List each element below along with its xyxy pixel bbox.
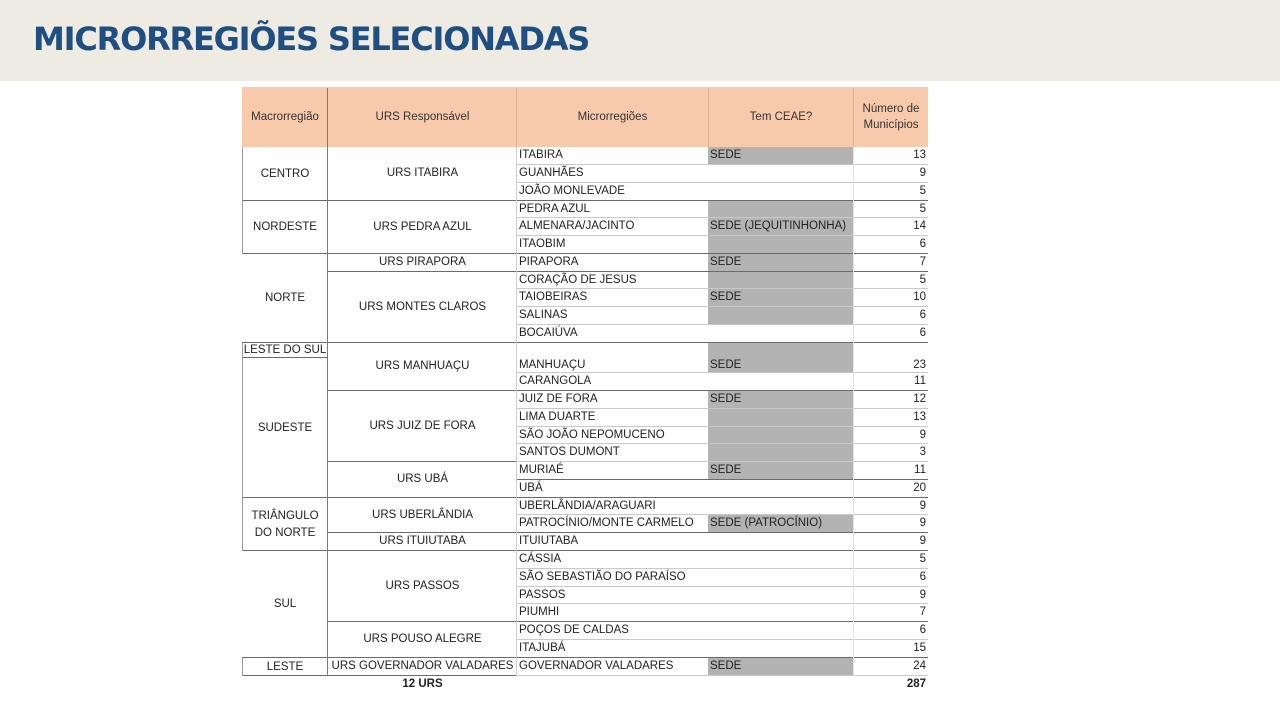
ceae-cell: SEDE — [708, 658, 854, 676]
microrregiao-cell: PASSOS — [519, 588, 566, 601]
microrregiao-cell: ITAOBIM — [519, 238, 566, 251]
municipios-count-cell: 5 — [919, 185, 926, 198]
urs-pedra-azul: URS PEDRA AZUL — [373, 220, 472, 233]
macro-nordeste: NORDESTE — [253, 221, 317, 234]
urs-ituiutaba: URS ITUIUTABA — [379, 535, 466, 548]
macro-norte: NORTE — [264, 292, 306, 305]
ceae-cell: SEDE — [708, 289, 854, 307]
urs-pirapora: URS PIRAPORA — [379, 256, 466, 269]
macro-leste: LESTE — [266, 660, 304, 673]
ceae-num-border — [853, 147, 854, 676]
header-divider — [327, 88, 328, 147]
left-border — [242, 343, 243, 551]
urs-uba: URS UBÁ — [396, 473, 449, 486]
urs-passos: URS PASSOS — [385, 579, 460, 592]
municipios-count-cell: 6 — [919, 571, 926, 584]
ceae-cell — [708, 587, 854, 604]
header-divider — [516, 88, 517, 147]
ceae-cell — [708, 427, 854, 444]
microrregiao-cell: JUIZ DE FORA — [519, 393, 598, 406]
ceae-cell — [708, 640, 854, 658]
municipios-count-cell: 11 — [914, 464, 926, 477]
ceae-cell — [708, 480, 854, 498]
ceae-cell — [708, 183, 854, 201]
header-microrregioes: Microrregiões — [517, 88, 708, 147]
macro-triangulo-do-norte: TRIÂNGULO DO NORTE — [251, 510, 319, 539]
microrregiao-cell: SANTOS DUMONT — [519, 446, 620, 459]
macro-divider — [242, 675, 328, 676]
microrregiao-cell: ALMENARA/JACINTO — [519, 220, 635, 233]
municipios-count-cell: 10 — [913, 291, 926, 304]
urs-juiz-de-fora: URS JUIZ DE FORA — [369, 419, 476, 432]
municipios-count-cell: 9 — [919, 428, 926, 441]
municipios-count-cell: 5 — [919, 273, 926, 286]
municipios-count-cell: 24 — [913, 660, 926, 673]
macro-sudeste: SUDESTE — [257, 421, 313, 434]
microrregiao-cell: POÇOS DE CALDAS — [519, 624, 629, 637]
header-numero-municipios: Número de Municípios — [854, 88, 928, 147]
header-divider — [708, 88, 709, 147]
ceae-cell — [708, 622, 854, 640]
microrregiao-cell: GUANHÃES — [519, 167, 584, 180]
header-divider — [853, 88, 854, 147]
microrregiao-cell: MURIAÉ — [519, 464, 564, 477]
municipios-count-cell: 11 — [914, 375, 926, 388]
total-municipios: 287 — [906, 678, 926, 691]
header-top-border — [242, 87, 928, 88]
municipios-count-cell: 9 — [919, 517, 926, 530]
microrregiao-cell: BOCAIÚVA — [519, 327, 578, 340]
ceae-cell: SEDE — [708, 254, 854, 272]
municipios-count-cell: 20 — [913, 482, 926, 495]
municipios-count-cell: 6 — [919, 238, 926, 251]
municipios-count-cell: 3 — [919, 446, 926, 459]
left-border — [242, 658, 243, 676]
urs-montes-claros: URS MONTES CLAROS — [358, 300, 487, 313]
ceae-cell: SEDE — [708, 147, 854, 165]
ceae-cell: SEDE (PATROCÍNIO) — [708, 515, 854, 533]
municipios-count-cell: 5 — [919, 553, 926, 566]
microrregiao-cell: CÁSSIA — [519, 553, 562, 566]
macro-sul: SUL — [273, 598, 297, 611]
municipios-count-cell: 14 — [913, 220, 926, 233]
left-border — [242, 147, 243, 254]
urs-micro-border — [516, 147, 517, 676]
microrregiao-cell: UBERLÂNDIA/ARAGUARI — [519, 499, 656, 512]
ceae-cell: SEDE (JEQUITINHONHA) — [708, 218, 854, 236]
urs-pouso-alegre: URS POUSO ALEGRE — [363, 633, 482, 646]
ceae-cell — [708, 533, 854, 551]
microrregiao-cell: SALINAS — [519, 309, 568, 322]
microrregiao-cell: ITAJUBÁ — [519, 642, 566, 655]
municipios-count-cell: 9 — [919, 588, 926, 601]
urs-governador-valadares: URS GOVERNADOR VALADARES — [331, 660, 514, 673]
municipios-count-cell: 23 — [913, 358, 926, 371]
microrregiao-cell: PIUMHI — [519, 606, 560, 619]
microrregiao-cell: ITUIUTABA — [519, 535, 579, 548]
header-tem-ceae: Tem CEAE? — [708, 88, 854, 147]
microrregiao-cell: JOÃO MONLEVADE — [519, 185, 625, 198]
microrregiao-cell: CARANGOLA — [519, 375, 592, 388]
ceae-cell — [708, 373, 854, 391]
ceae-cell: SEDE — [708, 391, 854, 409]
macro-leste-do-sul: LESTE DO SUL — [243, 344, 327, 357]
ceae-cell — [708, 272, 854, 289]
municipios-count-cell: 5 — [919, 202, 926, 215]
municipios-count-cell: 6 — [919, 309, 926, 322]
ceae-cell — [708, 551, 854, 569]
municipios-count-cell: 13 — [913, 149, 926, 162]
municipios-count-cell: 9 — [919, 167, 926, 180]
ceae-cell — [708, 569, 854, 587]
urs-manhuacu: URS MANHUAÇU — [375, 360, 470, 373]
municipios-count-cell: 9 — [919, 499, 926, 512]
municipios-count-cell: 9 — [919, 535, 926, 548]
municipios-count-cell: 7 — [919, 256, 926, 269]
microrregiao-cell: PIRAPORA — [519, 256, 579, 269]
urs-uberlandia: URS UBERLÂNDIA — [372, 508, 473, 521]
urs-itabira: URS ITABIRA — [386, 167, 459, 180]
municipios-count-cell: 13 — [913, 411, 926, 424]
microrregiao-cell: PATROCÍNIO/MONTE CARMELO — [519, 517, 694, 530]
ceae-cell — [708, 165, 854, 183]
microrregiao-cell: SÃO SEBASTIÃO DO PARAÍSO — [519, 571, 686, 584]
microrregiao-cell: TAIOBEIRAS — [519, 291, 588, 304]
microrregiao-cell: CORAÇÃO DE JESUS — [519, 273, 637, 286]
municipios-count-cell: 12 — [913, 393, 926, 406]
total-urs: 12 URS — [402, 678, 443, 691]
municipios-count-cell: 7 — [919, 606, 926, 619]
ceae-cell: SEDE — [708, 343, 854, 373]
microrregiao-cell: SÃO JOÃO NEPOMUCENO — [519, 428, 665, 441]
ceae-cell — [708, 498, 854, 515]
municipios-count-cell: 6 — [919, 624, 926, 637]
page-title: MICRORREGIÕES SELECIONADAS — [33, 20, 590, 58]
header-macrorregiao: Macrorregião — [242, 88, 328, 147]
microrregiao-cell: GOVERNADOR VALADARES — [519, 660, 674, 673]
ceae-cell: SEDE — [708, 462, 854, 480]
ceae-cell — [708, 604, 854, 622]
municipios-count-cell: 6 — [919, 327, 926, 340]
microrregiao-cell: ITABIRA — [519, 149, 563, 162]
municipios-count-cell: 15 — [913, 642, 926, 655]
ceae-cell — [708, 409, 854, 427]
macro-urs-border — [327, 147, 328, 676]
ceae-cell — [708, 307, 854, 325]
microrregiao-cell: LIMA DUARTE — [519, 411, 596, 424]
ceae-cell — [708, 325, 854, 343]
macro-centro: CENTRO — [260, 167, 310, 180]
ceae-cell — [708, 236, 854, 254]
microrregiao-cell: UBÁ — [519, 482, 543, 495]
ceae-cell — [708, 444, 854, 462]
ceae-cell — [708, 201, 854, 218]
microrregiao-cell: PEDRA AZUL — [519, 202, 590, 215]
header-urs-responsavel: URS Responsável — [328, 88, 517, 147]
microrregiao-cell: MANHUAÇU — [519, 358, 586, 371]
